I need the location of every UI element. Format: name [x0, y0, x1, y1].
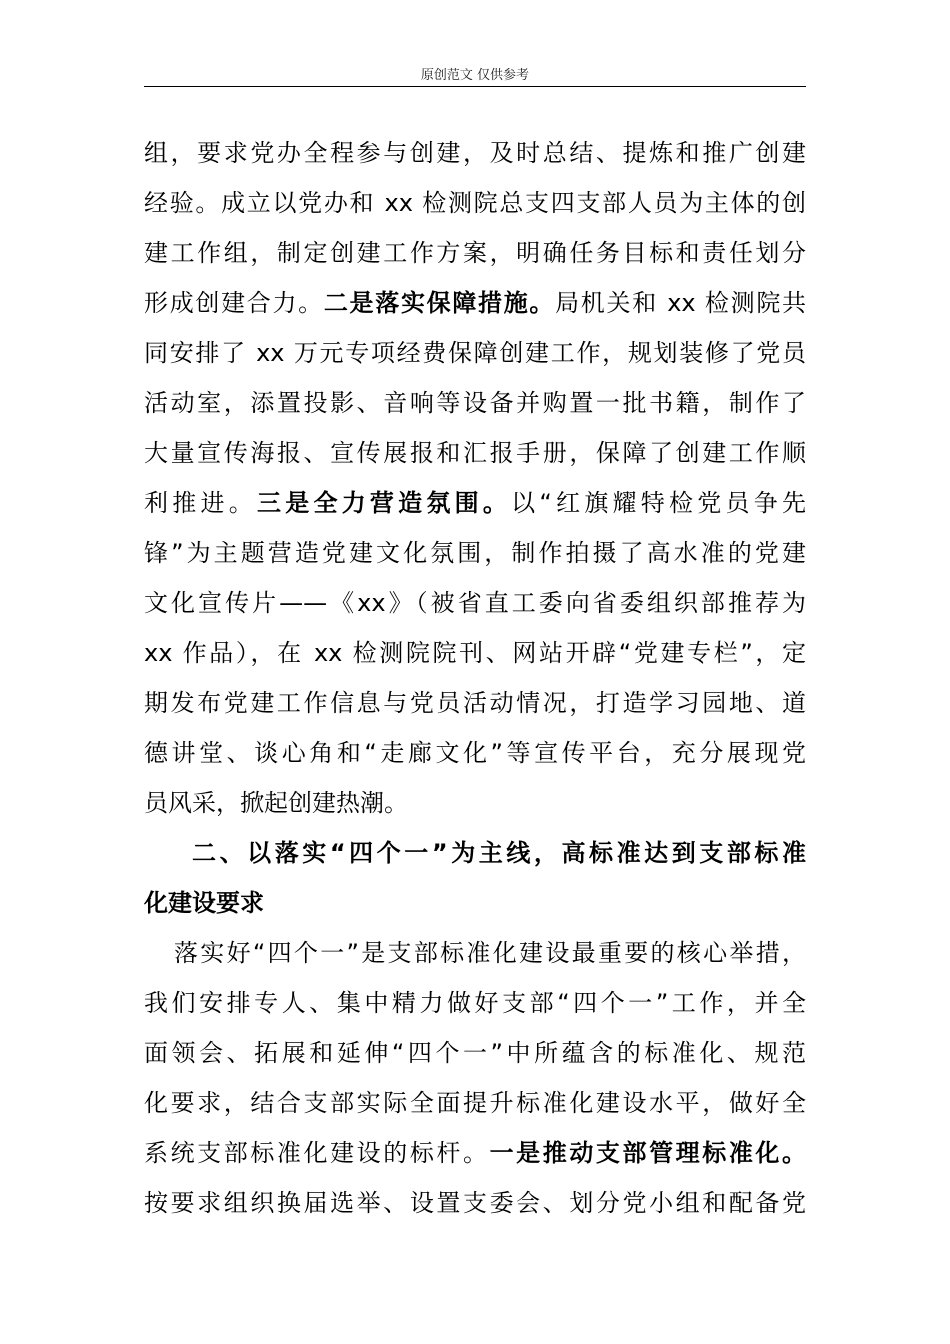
text-line: [144, 628, 806, 678]
text-segment: 员风采，掀起创建热潮。: [144, 789, 408, 817]
text-segment: 以“红旗耀特检党员争先: [511, 489, 807, 517]
text-segment: 按要求组织换届选举、设置支委会、划分党小组和配备党: [144, 1189, 806, 1217]
text-segment: 组，要求党办全程参与创建，及时总结、提炼和推广创建: [144, 139, 806, 167]
text-segment: 同安排了 xx 万元专项经费保障创建工作，规划装修了党员: [144, 339, 806, 367]
text-line: [144, 778, 806, 828]
text-line: [144, 328, 806, 378]
text-line: [144, 1078, 806, 1128]
page-header: 原创范文 仅供参考: [420, 68, 530, 83]
bold-text-segment: 化建设要求: [144, 889, 264, 917]
text-line: [144, 278, 806, 328]
text-line: [144, 178, 806, 228]
text-segment: 落实好“四个一”是支部标准化建设最重要的核心举措，: [174, 939, 806, 967]
text-line: [144, 128, 806, 178]
text-segment: 建工作组，制定创建工作方案，明确任务目标和责任划分: [144, 239, 806, 267]
text-segment: 锋”为主题营造党建文化氛围，制作拍摄了高水准的党建: [144, 539, 806, 567]
text-line: [144, 1128, 806, 1178]
text-line: [144, 228, 806, 278]
text-segment: 德讲堂、谈心角和“走廊文化”等宣传平台，充分展现党: [144, 739, 806, 767]
text-line: [144, 578, 806, 628]
bold-text-segment: 一是推动支部管理标准化。: [489, 1139, 807, 1167]
text-line: [144, 528, 806, 578]
text-line: [144, 978, 806, 1028]
text-line: [144, 678, 806, 728]
document-body: [144, 128, 806, 1228]
text-segment: 经验。成立以党办和 xx 检测院总支四支部人员为主体的创: [144, 189, 806, 217]
text-segment: 文化宣传片——《xx》（被省直工委向省委组织部推荐为: [144, 589, 806, 617]
text-line: [144, 1178, 806, 1228]
header-divider: [144, 86, 806, 87]
text-segment: 形成创建合力。: [144, 289, 324, 317]
text-segment: 系统支部标准化建设的标杆。: [144, 1139, 490, 1167]
text-segment: 面领会、拓展和延伸“四个一”中所蕴含的标准化、规范: [144, 1039, 806, 1067]
text-line: [144, 928, 806, 978]
bold-text-segment: 二是落实保障措施。: [323, 289, 556, 317]
text-segment: 期发布党建工作信息与党员活动情况，打造学习园地、道: [144, 689, 806, 717]
text-segment: 活动室，添置投影、音响等设备并购置一批书籍，制作了: [144, 389, 806, 417]
text-segment: xx 作品），在 xx 检测院院刊、网站开辟“党建专栏”，定: [144, 639, 806, 667]
text-segment: 利推进。: [144, 489, 257, 517]
text-segment: 局机关和 xx 检测院共: [555, 289, 807, 317]
text-line: [144, 378, 806, 428]
bold-text-segment: 二、以落实“四个一”为主线，高标准达到支部标准: [192, 839, 806, 867]
text-segment: 我们安排专人、集中精力做好支部“四个一”工作，并全: [144, 989, 806, 1017]
text-segment: 大量宣传海报、宣传展报和汇报手册，保障了创建工作顺: [144, 439, 806, 467]
text-line: [144, 478, 806, 528]
text-segment: 化要求，结合支部实际全面提升标准化建设水平，做好全: [144, 1089, 806, 1117]
text-line: [144, 878, 806, 928]
text-line: [144, 1028, 806, 1078]
text-line: [144, 428, 806, 478]
text-line: [144, 828, 806, 878]
text-line: [144, 728, 806, 778]
bold-text-segment: 三是全力营造氛围。: [256, 489, 512, 517]
